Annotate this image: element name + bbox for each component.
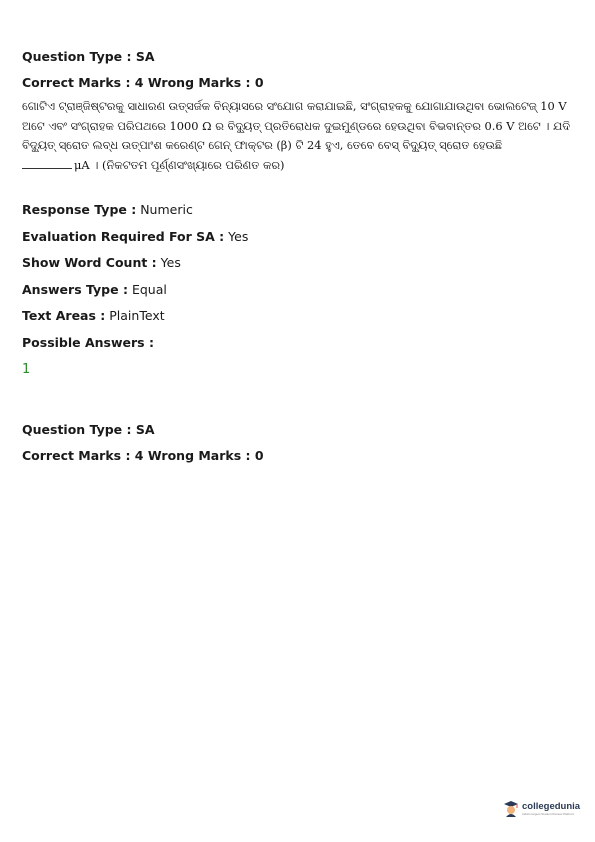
question-text-line: ଅଟେ ଏବଂ ସଂଗ୍ରାହକ ପରିପଥରେ 1000 Ω ର ବିଦ୍ୟୁତ୍ ପ୍ରତିରୋଧକ ଦୁଇମୁଣ୍ଡରେ ହେଉଥିବା ବିଭବାନ୍ତର 0.6 V ଅଟେ । ଯଦି [22, 118, 571, 133]
question-text-line: ଗୋଟିଏ ଟ୍ରାଞ୍ଜିଷ୍ଟରକୁ ସାଧାରଣ ଉତ୍ସର୍ଜକ ବିନ୍ୟାସରେ ସଂଯୋଗ କରାଯାଇଛି, ସଂଗ୍ରାହକକୁ ଯୋଗାଯାଉଥିବା ଭୋଲଟେଜ୍ 10 V [22, 99, 567, 113]
show-word-count: Show Word Count : Yes [22, 255, 181, 270]
question-text [22, 97, 578, 175]
question-text-line: μA । (ନିକଟତମ ପୂର୍ଣ୍ଣସଂଖ୍ୟାରେ ପରିଣତ କର) [22, 156, 578, 176]
logo-tagline: India's largest Student Review Platform [522, 811, 575, 816]
logo-name: collegedunia [522, 801, 581, 813]
graduate-cap-icon [503, 800, 519, 818]
marks-label: Correct Marks : 4 Wrong Marks : 0 [22, 75, 264, 90]
answer-blank [22, 157, 72, 169]
possible-answers-label: Possible Answers : [22, 335, 154, 350]
evaluation-required: Evaluation Required For SA : Yes [22, 229, 249, 244]
answers-type: Answers Type : Equal [22, 282, 167, 297]
marks-label-2: Correct Marks : 4 Wrong Marks : 0 [22, 448, 264, 463]
question-text-line: ବିଦ୍ୟୁତ୍ ସ୍ରୋତ ଲବ୍ଧ ଉତ୍ପାଂଶ କରେଣ୍ଟ ଗେନ୍ ଫାକ୍ଟର (β) ଟି 24 ହୁଏ, ତେବେ ବେସ୍ ବିଦ୍ୟୁତ୍ ସ୍ରୋତ ହେଉଛି [22, 138, 503, 153]
question-type-label-2: Question Type : SA [22, 422, 155, 437]
collegedunia-logo [503, 800, 580, 818]
response-type: Response Type : Numeric [22, 202, 193, 217]
possible-answer-value: 1 [22, 362, 31, 377]
question-type-label: Question Type : SA [22, 49, 155, 64]
text-areas: Text Areas : PlainText [22, 308, 165, 323]
